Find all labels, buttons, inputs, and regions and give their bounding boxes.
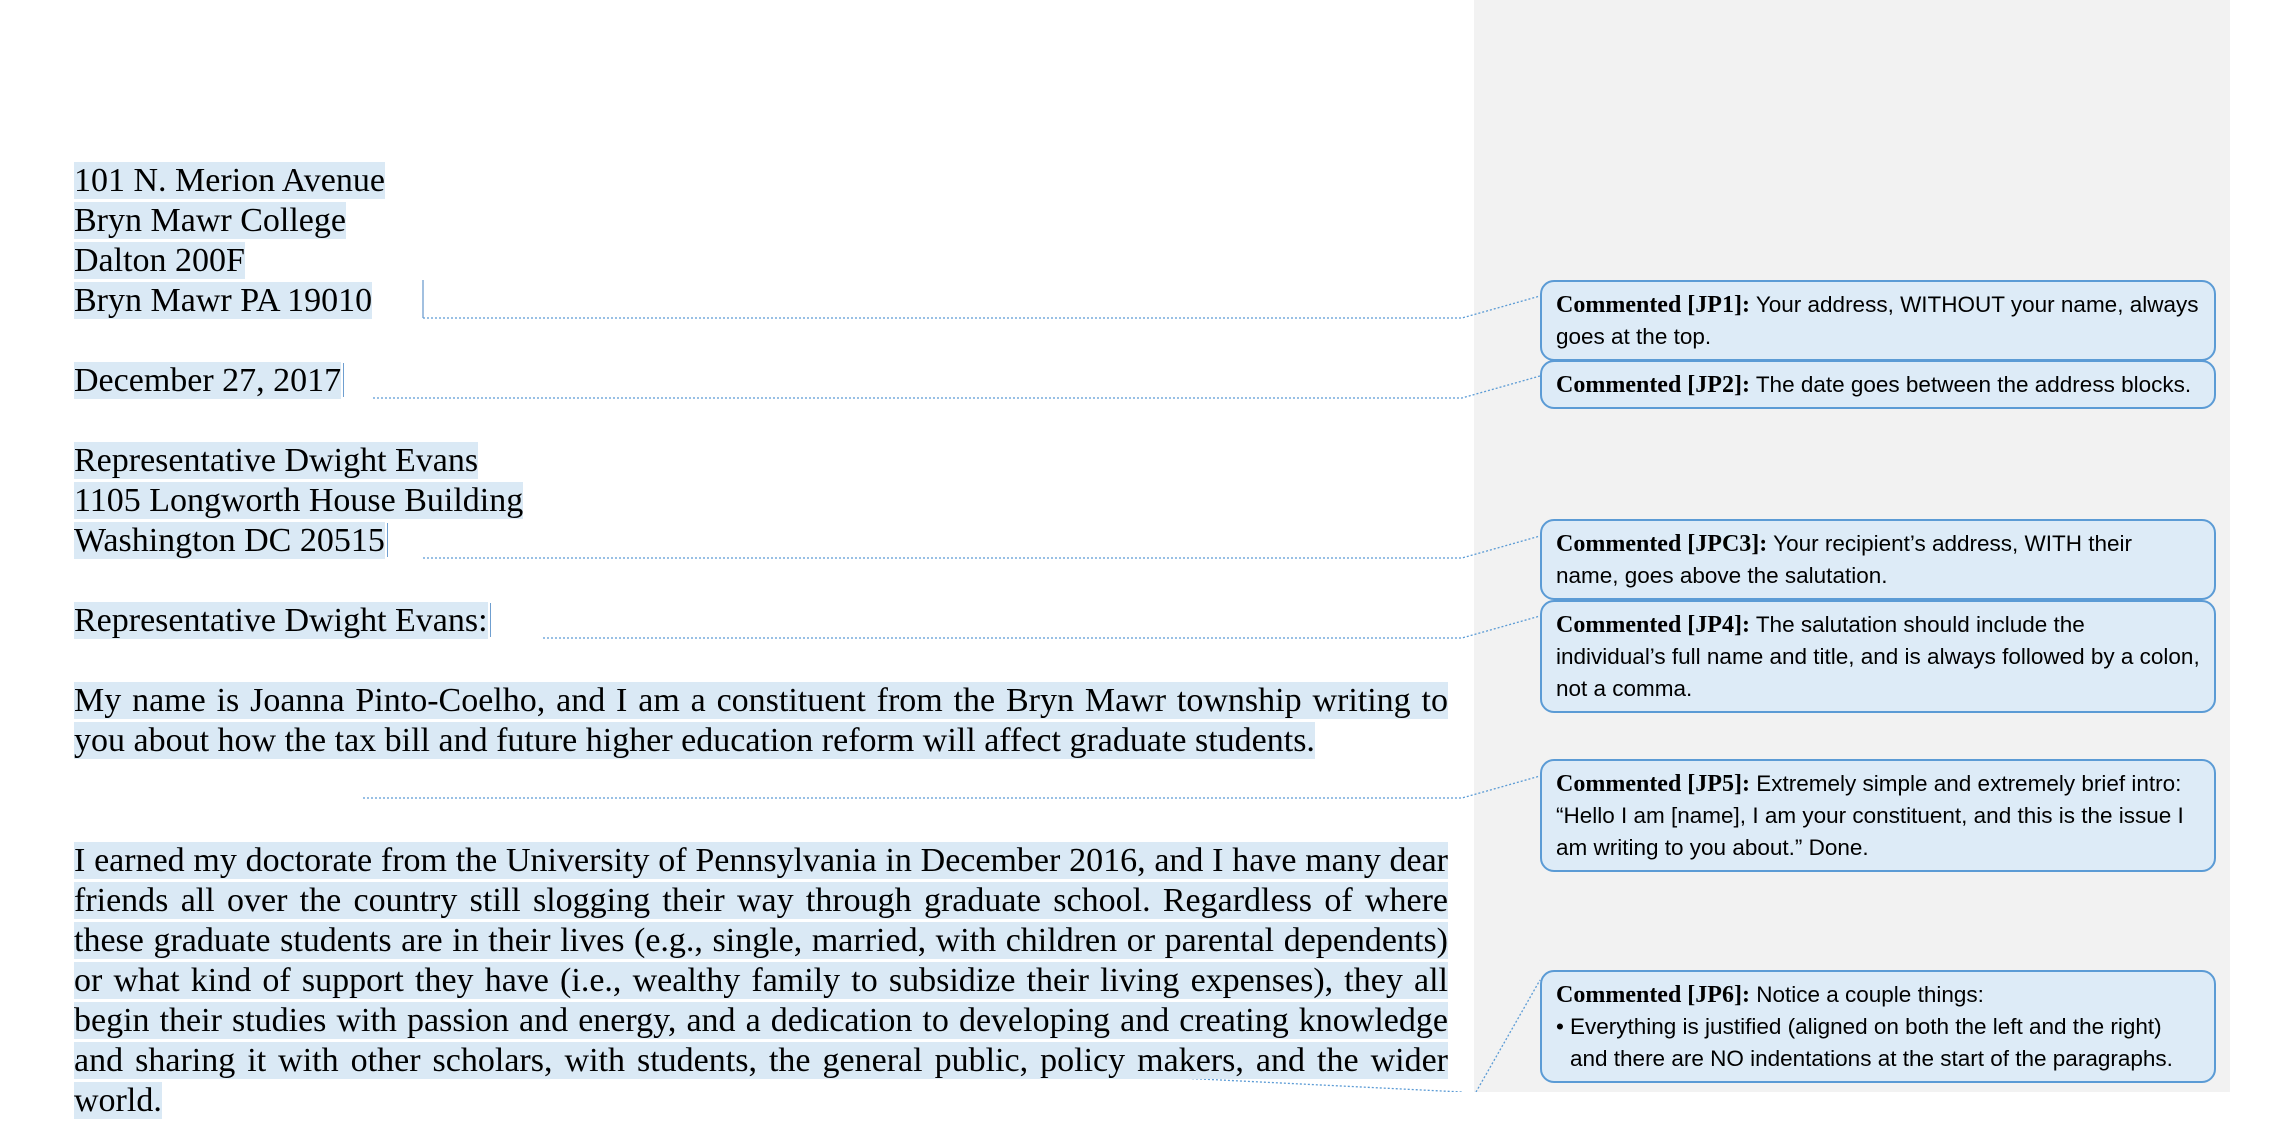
comment-text: The salutation should include the individual’s full name and title, and is always followed by a colon, not a comma.	[1556, 612, 2200, 701]
recipient-address-line-2[interactable]: 1105 Longworth House Building	[74, 482, 524, 519]
comment-balloon-jp5[interactable]	[1540, 759, 2216, 872]
comment-balloon-jp6[interactable]	[1540, 970, 2216, 1083]
comment-author-tag: Commented [JP4]:	[1556, 612, 1750, 638]
bullet-icon: •	[1556, 1014, 1564, 1039]
comment-text: Extremely simple and extremely brief intro: “Hello I am [name], I am your constituent, and this is the issue I am writing to you about.” Done.	[1556, 771, 2184, 860]
comment-author-tag: Commented [JP6]:	[1556, 982, 1750, 1008]
recipient-address-line-1[interactable]: Representative Dwight Evans	[74, 442, 479, 479]
salutation[interactable]: Representative Dwight Evans:	[74, 601, 491, 641]
comment-text: Notice a couple things:	[1756, 982, 1984, 1007]
sender-address-line-3[interactable]: Dalton 200F	[74, 242, 245, 279]
comment-balloon-jp2[interactable]	[1540, 360, 2216, 409]
window-margin	[2230, 0, 2276, 1092]
sender-address-line-2[interactable]: Bryn Mawr College	[74, 202, 346, 239]
comment-text: Your address, WITHOUT your name, always goes at the top.	[1556, 292, 2199, 349]
comment-author-tag: Commented [JP1]:	[1556, 292, 1750, 318]
comment-anchor-mark	[343, 363, 344, 397]
letter-date[interactable]: December 27, 2017	[74, 361, 344, 401]
sender-address-line-1[interactable]: 101 N. Merion Avenue	[74, 162, 385, 199]
sender-address-line-4[interactable]: Bryn Mawr PA 19010	[74, 282, 373, 319]
comment-balloon-jpc3[interactable]	[1540, 519, 2216, 600]
comment-bullet-item: • Everything is justified (aligned on both the left and the right) and there are NO indentations at the start of the paragraphs.	[1556, 1011, 2200, 1075]
body-paragraph-intro[interactable]: My name is Joanna Pinto-Coelho, and I am a constituent from the Bryn Mawr township writing to you about how the tax bill and future higher education reform will affect graduate students.	[74, 682, 1448, 759]
comment-text: Your recipient’s address, WITH their name, goes above the salutation.	[1556, 531, 2133, 588]
comment-author-tag: Commented [JP2]:	[1556, 372, 1750, 398]
comment-balloon-jp1[interactable]	[1540, 280, 2216, 361]
comment-anchor-mark	[387, 523, 388, 557]
comment-balloon-jp4[interactable]	[1540, 600, 2216, 713]
comment-author-tag: Commented [JPC3]:	[1556, 531, 1768, 557]
comment-anchor-mark	[490, 603, 491, 637]
comment-author-tag: Commented [JP5]:	[1556, 771, 1750, 797]
comment-text: The date goes between the address blocks.	[1755, 372, 2192, 397]
comment-bullet-list	[1556, 1011, 2200, 1075]
body-paragraph-2[interactable]: I earned my doctorate from the University of Pennsylvania in December 2016, and I have many dear friends all over the country still slogging their way through graduate school. Regardless of where these graduate students are in their lives (e.g., single, married, with children or parental dependents) or what kind of support they have (i.e., wealthy family to subsidize their living expenses), they all begin their studies with passion and energy, and a dedication to developing and creating knowledge and sharing it with other scholars, with students, the general public, policy makers, and the wider world.	[74, 842, 1448, 1119]
recipient-address-line-3[interactable]: Washington DC 20515	[74, 521, 388, 561]
